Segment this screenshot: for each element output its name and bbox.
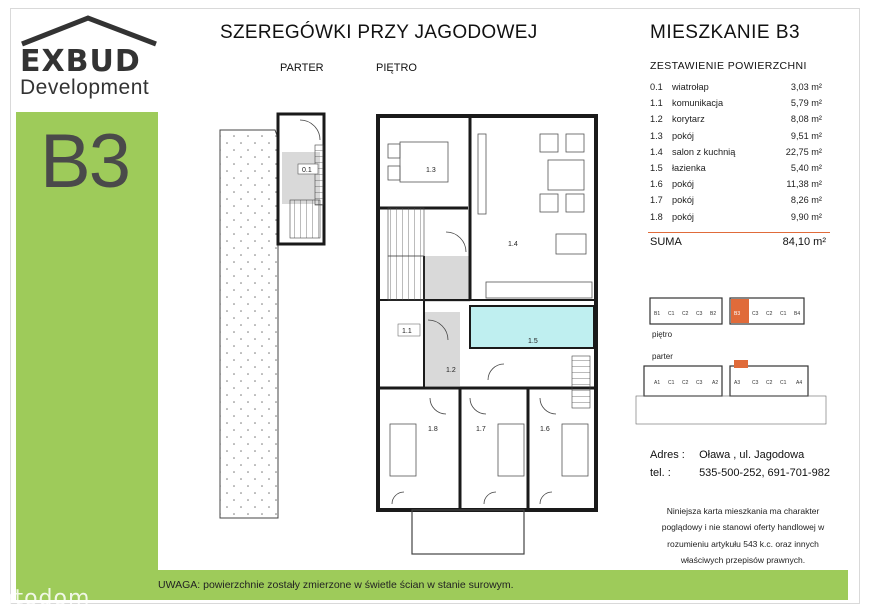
- room-area: 11,38 m²: [786, 179, 822, 190]
- logo-brand: EXBUD: [20, 44, 141, 79]
- garden-area: [220, 130, 278, 518]
- rooms-list-heading: ZESTAWIENIE POWIERZCHNI: [650, 60, 807, 72]
- room-number: 1.5: [650, 162, 663, 173]
- address-value: Oława , ul. Jagodowa: [699, 449, 805, 461]
- logo-sub: Development: [20, 76, 150, 99]
- room-label-1-2: 1.2: [446, 367, 456, 374]
- room-number: 1.2: [650, 114, 663, 125]
- label-parter: PARTER: [280, 62, 324, 74]
- phone-value: 535-500-252, 691-701-982: [699, 467, 830, 479]
- room-row: [648, 129, 830, 145]
- room-row: [648, 80, 830, 96]
- room-label-1-7: 1.7: [476, 426, 486, 433]
- room-name: korytarz: [672, 114, 705, 125]
- room-name: pokój: [672, 130, 694, 141]
- room-area: 22,75 m²: [785, 146, 822, 157]
- room-area: 3,03 m²: [790, 82, 822, 92]
- footer-bar: [16, 570, 848, 600]
- keyplan-lower-unit: C3: [696, 380, 703, 386]
- room-row: [648, 177, 830, 193]
- label-pietro: PIĘTRO: [376, 62, 417, 74]
- keyplan-upper-unit: B1: [654, 311, 661, 317]
- keyplan-upper-unit: C3: [752, 311, 759, 317]
- room-name: pokój: [672, 195, 694, 206]
- room-row: [648, 193, 830, 209]
- keyplan-lower-unit: C1: [780, 380, 787, 386]
- keyplan-upper-unit: B3: [734, 311, 741, 317]
- sum-value: 84,10 m²: [782, 236, 826, 248]
- room-number: 0.1: [650, 82, 663, 92]
- room-name: pokój: [672, 211, 694, 222]
- watermark: otodom: [0, 586, 91, 611]
- keyplan-upper-unit: C3: [696, 311, 703, 317]
- room-number: 1.1: [650, 98, 663, 109]
- room-area: 5,79 m²: [790, 98, 822, 109]
- keyplan-upper-unit: C2: [682, 311, 689, 317]
- room-row: [648, 210, 830, 226]
- room-label-1-1: 1.1: [402, 328, 412, 335]
- keyplan-lower-unit: A1: [654, 380, 661, 386]
- room-row: [648, 112, 830, 128]
- keyplan-parter: [636, 360, 826, 424]
- room-row: [648, 96, 830, 112]
- keyplan-upper-unit: C1: [780, 311, 787, 317]
- room-number: 1.8: [650, 211, 663, 222]
- room-name: pokój: [672, 179, 694, 190]
- room-label-1-3: 1.3: [426, 167, 436, 174]
- keyplan-parter-label: parter: [652, 352, 673, 361]
- room-row: [648, 145, 830, 161]
- parter-plan: [278, 114, 324, 244]
- footer-note: UWAGA: powierzchnie zostały zmierzone w świetle ścian w stanie surowym.: [158, 579, 514, 591]
- room-name: wiatrołap: [672, 82, 709, 92]
- room-area: 9,90 m²: [790, 211, 822, 222]
- room-number: 1.7: [650, 195, 663, 206]
- room-area: 9,51 m²: [790, 130, 822, 141]
- keyplan-upper-unit: C2: [766, 311, 773, 317]
- keyplan-lower-unit: C2: [766, 380, 773, 386]
- room-label-1-5: 1.5: [528, 338, 538, 345]
- unit-big-label: B3: [40, 119, 129, 204]
- keyplan-lower-unit: C3: [752, 380, 759, 386]
- room-number: 1.3: [650, 130, 663, 141]
- sum-divider: [648, 232, 830, 233]
- pietro-plan: [378, 116, 596, 554]
- keyplan-upper-unit: B2: [710, 311, 717, 317]
- phone-key: tel. :: [650, 467, 671, 479]
- room-label-0-1: 0.1: [302, 167, 312, 174]
- keyplan-lower-unit: A3: [734, 380, 741, 386]
- keyplan-upper-unit: C1: [668, 311, 675, 317]
- address-key: Adres :: [650, 449, 685, 461]
- room-number: 1.4: [650, 146, 663, 157]
- room-name: łazienka: [672, 162, 706, 173]
- flat-title: MIESZKANIE B3: [650, 22, 801, 43]
- room-row: [648, 161, 830, 177]
- keyplan-lower-unit: A2: [712, 380, 719, 386]
- room-area: 5,40 m²: [790, 162, 822, 173]
- room-area: 8,26 m²: [790, 195, 822, 206]
- keyplan-lower-unit: C2: [682, 380, 689, 386]
- rooms-sum: [650, 236, 830, 248]
- disclaimer: Niniejsza karta mieszkania ma charakter poglądowy i nie stanowi oferty handlowej w rozumieniu artykułu 543 k.c. oraz innych właściwych przepisów prawnych.: [661, 506, 825, 565]
- room-name: komunikacja: [672, 98, 724, 109]
- room-name: salon z kuchnią: [672, 146, 736, 157]
- room-area: 8,08 m²: [790, 114, 822, 125]
- keyplan-lower-unit: C1: [668, 380, 675, 386]
- room-label-1-8: 1.8: [428, 426, 438, 433]
- rooms-list: [648, 80, 830, 226]
- contact-info: [650, 446, 830, 482]
- sum-label: SUMA: [650, 236, 682, 248]
- keyplan-lower-unit: A4: [796, 380, 803, 386]
- room-label-1-6: 1.6: [540, 426, 550, 433]
- page-title: SZEREGÓWKI PRZY JAGODOWEJ: [220, 22, 538, 43]
- keyplan-pietro-label: piętro: [652, 330, 673, 339]
- room-label-1-4: 1.4: [508, 241, 518, 248]
- room-number: 1.6: [650, 179, 663, 190]
- keyplan-upper-unit: B4: [794, 311, 801, 317]
